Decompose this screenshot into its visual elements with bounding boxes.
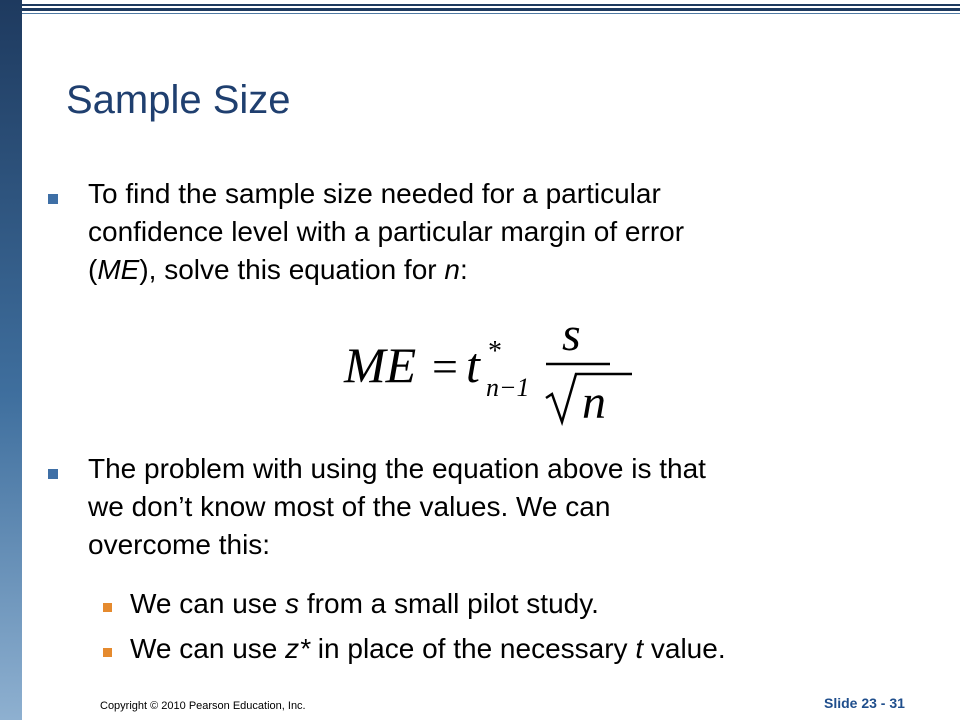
bullet-1-text	[88, 175, 684, 289]
copyright-notice: Copyright © 2010 Pearson Education, Inc.	[100, 700, 306, 712]
margin-of-error-equation	[340, 308, 640, 426]
header-rule	[22, 4, 960, 6]
equation-numerator: s	[562, 308, 581, 361]
variable-me: ME	[97, 254, 140, 285]
slide-number: Slide 23 - 31	[824, 695, 905, 711]
variable-z-star: z*	[285, 633, 311, 664]
bullet-1-line: To find the sample size needed for a particular	[88, 178, 661, 209]
equation-subscript: n−1	[486, 373, 530, 402]
bullet-1-line: confidence level with a particular margin of error	[88, 216, 685, 247]
sub-bullet-1-text: We can use s from a small pilot study.	[130, 588, 599, 619]
equation-t: t	[466, 337, 480, 393]
decorative-sidebar	[0, 0, 22, 720]
equation-denominator: n	[582, 376, 606, 426]
header-rule	[22, 13, 960, 14]
equation-lhs: ME	[344, 337, 417, 393]
bullet-marker	[48, 469, 58, 479]
equation-superscript: *	[488, 336, 502, 367]
variable-n: n	[444, 254, 460, 285]
sub-bullet-2-text: We can use z* in place of the necessary t value.	[130, 633, 726, 664]
equation-equals: =	[432, 341, 458, 392]
bullet-marker	[48, 194, 58, 204]
bullet-2-line: The problem with using the equation above is that	[88, 453, 706, 484]
variable-t: t	[635, 633, 644, 664]
bullet-1-line: (ME), solve this equation for n:	[88, 254, 468, 285]
header-rule	[22, 8, 960, 11]
bullet-2-text	[88, 450, 706, 564]
bullet-2-line: overcome this:	[88, 529, 271, 560]
sub-bullet-marker	[103, 603, 112, 612]
sub-bullet-marker	[103, 648, 112, 657]
slide-title: Sample Size	[66, 78, 291, 122]
variable-s: s	[285, 588, 300, 619]
bullet-2-line: we don’t know most of the values. We can	[88, 491, 611, 522]
